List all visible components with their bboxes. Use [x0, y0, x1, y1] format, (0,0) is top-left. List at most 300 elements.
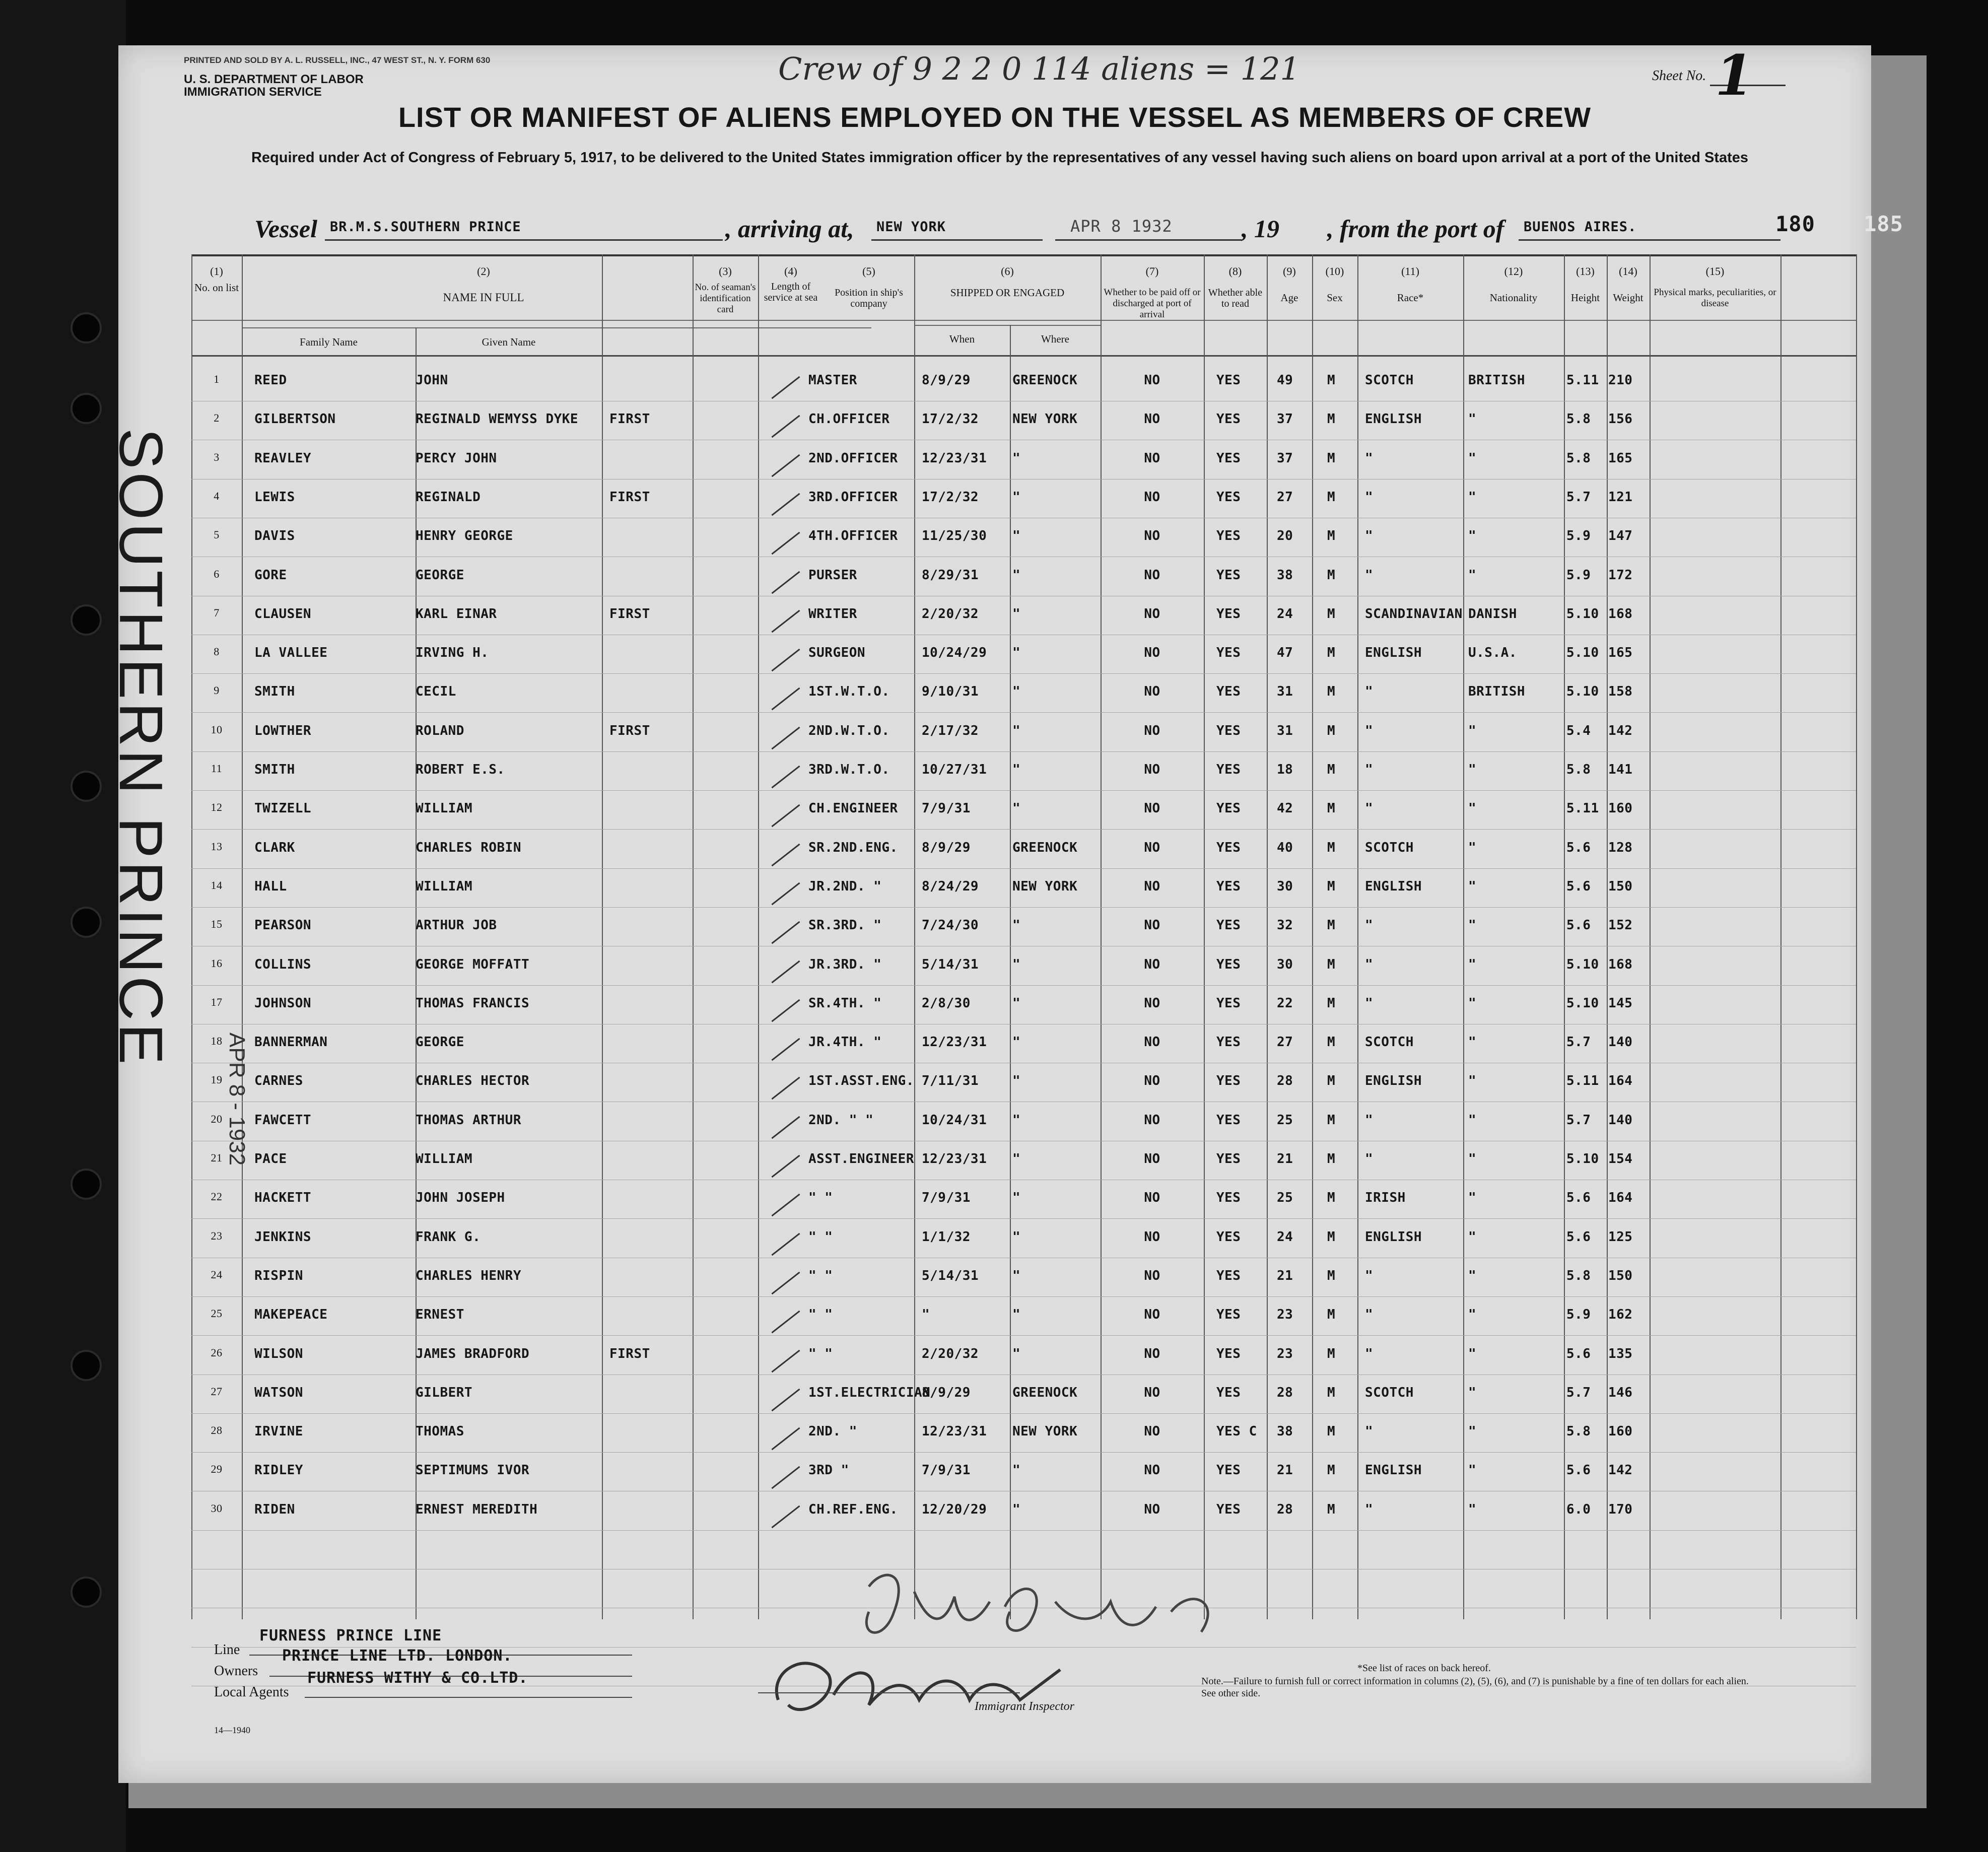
cell-when: 11/25/30 [922, 528, 987, 544]
arriving-label: , arriving at, [725, 215, 854, 243]
cell-sex: M [1327, 723, 1336, 738]
cell-given: ROLAND [416, 723, 464, 738]
cell-when: 2/17/32 [922, 723, 979, 738]
checkmark-tick [771, 1038, 800, 1061]
cell-nationality: " [1468, 567, 1477, 583]
cell-given: REGINALD WEMYSS DYKE [416, 411, 579, 427]
agents-label: Local Agents [214, 1684, 289, 1700]
cell-family: RISPIN [254, 1268, 303, 1283]
cell-nationality: " [1468, 1346, 1477, 1361]
cell-when: 12/23/31 [922, 1035, 987, 1050]
cell-given: GEORGE [416, 1035, 464, 1050]
col5-num: (5) [862, 265, 875, 278]
cell-nationality: " [1468, 762, 1477, 777]
cell-no: 7 [214, 606, 220, 619]
col6-label: SHIPPED OR ENGAGED [950, 287, 1065, 299]
cell-given: KARL EINAR [416, 606, 497, 622]
cell-height: 5.4 [1566, 723, 1591, 738]
cell-height: 5.10 [1566, 684, 1599, 700]
cell-race: " [1365, 1307, 1374, 1323]
row-rule [191, 985, 1856, 986]
checkmark-tick [771, 960, 800, 983]
cell-family: JOHNSON [254, 995, 312, 1011]
checkmark-tick [771, 376, 800, 399]
col8-num: (8) [1228, 265, 1242, 278]
cell-weight: 140 [1608, 1112, 1633, 1128]
cell-nationality: " [1468, 1073, 1477, 1089]
cell-position: 1ST.ASST.ENG. [808, 1073, 914, 1089]
form-code: 14—1940 [214, 1725, 250, 1735]
binder-hole [71, 771, 102, 802]
inspector-underline [758, 1692, 1020, 1693]
col5-header [824, 266, 914, 309]
cell-paid: NO [1144, 373, 1160, 388]
cell-paid: NO [1144, 1346, 1160, 1361]
cell-paid: NO [1144, 956, 1160, 972]
col3-header [693, 266, 758, 315]
cell-age: 31 [1277, 684, 1293, 700]
row-rule [191, 1335, 1856, 1336]
cell-nationality: " [1468, 801, 1477, 816]
cell-weight: 128 [1608, 840, 1633, 855]
cell-sex: M [1327, 1229, 1336, 1245]
cell-position: 2ND. " [808, 1424, 857, 1439]
col-divider [1650, 254, 1651, 1619]
col8-label: Whether able to read [1208, 287, 1263, 309]
col6-where-header: Where [1041, 333, 1069, 345]
col12-num: (12) [1504, 265, 1523, 278]
cell-weight: 146 [1608, 1385, 1633, 1400]
cell-paid: NO [1144, 1112, 1160, 1128]
col13-header [1564, 266, 1607, 303]
cell-height: 5.7 [1566, 1385, 1591, 1400]
col7-num: (7) [1145, 265, 1159, 278]
cell-where: " [1012, 1035, 1021, 1050]
col-divider [1204, 254, 1205, 1619]
cell-paid: NO [1144, 878, 1160, 894]
col4-header [758, 266, 824, 303]
cell-given: HENRY GEORGE [416, 528, 513, 544]
cell-family: TWIZELL [254, 801, 312, 816]
cell-where: NEW YORK [1012, 1424, 1078, 1439]
cell-family: DAVIS [254, 528, 295, 544]
col7-label: Whether to be paid off or discharged at port of arrival [1104, 287, 1201, 320]
cell-weight: 150 [1608, 1268, 1633, 1283]
cell-paid: NO [1144, 567, 1160, 583]
cell-when: 12/20/29 [922, 1501, 987, 1517]
col14-header [1607, 266, 1650, 303]
cell-sex: M [1327, 1268, 1336, 1283]
row-rule [191, 790, 1856, 791]
row-rule [191, 829, 1856, 830]
cell-position: CH.ENGINEER [808, 801, 898, 816]
checkmark-tick [771, 610, 800, 633]
cell-nationality: " [1468, 1463, 1477, 1478]
cell-where: " [1012, 723, 1021, 738]
cell-race: " [1365, 723, 1374, 738]
page-subtitle: Required under Act of Congress of February 5, 1917, to be delivered to the United States immigration officer by the representatives of any vessel having such aliens on board upon arrival at a port of the United States [251, 150, 1749, 166]
cell-no: 26 [211, 1346, 223, 1359]
cell-weight: 160 [1608, 801, 1633, 816]
owners-label: Owners [214, 1663, 258, 1679]
cell-no: 3 [214, 450, 220, 463]
cell-position: CH.OFFICER [808, 411, 890, 427]
cell-position: MASTER [808, 373, 857, 388]
cell-family: WILSON [254, 1346, 303, 1361]
cell-when: 8/9/29 [922, 1385, 971, 1400]
cell-age: 23 [1277, 1346, 1293, 1361]
col2-label: NAME IN FULL [443, 291, 524, 304]
cell-when: 10/24/29 [922, 645, 987, 661]
cell-position: " " [808, 1268, 833, 1283]
cell-height: 5.8 [1566, 1268, 1591, 1283]
cell-family: CLARK [254, 840, 295, 855]
cell-sex: M [1327, 1112, 1336, 1128]
cell-when: 17/2/32 [922, 411, 979, 427]
cell-weight: 121 [1608, 489, 1633, 505]
cell-when: 7/11/31 [922, 1073, 979, 1089]
cell-paid: NO [1144, 528, 1160, 544]
checkmark-tick [771, 1272, 800, 1294]
cell-when: 1/1/32 [922, 1229, 971, 1245]
col-divider [602, 254, 603, 1619]
cell-height: 5.8 [1566, 762, 1591, 777]
cell-paid: NO [1144, 411, 1160, 427]
cell-sex: M [1327, 1424, 1336, 1439]
cell-nationality: " [1468, 411, 1477, 427]
cell-paid: NO [1144, 1073, 1160, 1089]
cell-family: REED [254, 373, 287, 388]
checkmark-tick [771, 1194, 800, 1216]
cell-where: GREENOCK [1012, 1385, 1078, 1400]
cell-nationality: " [1468, 840, 1477, 855]
cell-when: 8/24/29 [922, 878, 979, 894]
cell-paid: NO [1144, 606, 1160, 622]
cell-paid: NO [1144, 840, 1160, 855]
handwritten-crew-count: Crew of 9 2 2 0 114 aliens = 121 [778, 50, 1300, 87]
cell-where: " [1012, 528, 1021, 544]
cell-height: 5.7 [1566, 1035, 1591, 1050]
cell-read: YES [1216, 1190, 1241, 1206]
checkmark-tick [771, 649, 800, 671]
col10-header [1312, 266, 1357, 303]
cell-given: THOMAS [416, 1424, 464, 1439]
cell-weight: 140 [1608, 1035, 1633, 1050]
checkmark-tick [771, 1427, 800, 1450]
cell-given: CHARLES HECTOR [416, 1073, 530, 1089]
cell-paid: NO [1144, 801, 1160, 816]
cell-given: JOHN JOSEPH [416, 1190, 505, 1206]
cell-given: CHARLES HENRY [416, 1268, 521, 1283]
cell-no: 24 [211, 1268, 223, 1281]
cell-sex: M [1327, 606, 1336, 622]
cell-family: CARNES [254, 1073, 303, 1089]
col4-label: Length of service at sea [764, 281, 818, 303]
cell-race: " [1365, 1501, 1374, 1517]
department-name [184, 73, 364, 98]
col13-num: (13) [1576, 265, 1595, 278]
cell-position: CH.REF.ENG. [808, 1501, 898, 1517]
cell-height: 5.10 [1566, 995, 1599, 1011]
cell-age: 25 [1277, 1190, 1293, 1206]
cell-nationality: " [1468, 1385, 1477, 1400]
col9-header [1267, 266, 1312, 303]
checkmark-tick [771, 1466, 800, 1489]
cell-age: 49 [1277, 373, 1293, 388]
cell-race: SCOTCH [1365, 840, 1414, 855]
cell-race: " [1365, 1112, 1374, 1128]
cell-weight: 168 [1608, 956, 1633, 972]
cell-read: YES [1216, 489, 1241, 505]
cell-sex: M [1327, 1307, 1336, 1323]
checkmark-tick [771, 1077, 800, 1100]
cell-age: 22 [1277, 995, 1293, 1011]
cell-when: 12/23/31 [922, 1424, 987, 1439]
cell-weight: 156 [1608, 411, 1633, 427]
cell-paid: NO [1144, 645, 1160, 661]
col6-num: (6) [1001, 265, 1014, 278]
col9-num: (9) [1283, 265, 1296, 278]
cell-no: 17 [211, 995, 223, 1008]
cell-given: FRANK G. [416, 1229, 481, 1245]
col3-label: No. of seaman's identification card [695, 282, 756, 315]
checkmark-tick [771, 1349, 800, 1372]
cell-race: ENGLISH [1365, 1229, 1422, 1245]
cell-no: 22 [211, 1190, 223, 1203]
cell-weight: 145 [1608, 995, 1633, 1011]
cell-nationality: " [1468, 1268, 1477, 1283]
cell-read: YES [1216, 878, 1241, 894]
cell-height: 5.10 [1566, 645, 1599, 661]
cell-height: 5.6 [1566, 1229, 1591, 1245]
col14-label: Weight [1613, 292, 1643, 304]
cell-family: HALL [254, 878, 287, 894]
cell-paid: NO [1144, 1307, 1160, 1323]
cell-no: 2 [214, 411, 220, 425]
col1-num: (1) [210, 265, 223, 278]
date-underline [1055, 239, 1242, 241]
checkmark-tick [771, 1311, 800, 1333]
cell-weight: 147 [1608, 528, 1633, 544]
cell-given: ERNEST [416, 1307, 464, 1323]
cell-nationality: " [1468, 489, 1477, 505]
cell-age: 24 [1277, 1229, 1293, 1245]
cell-when: " [922, 1307, 930, 1323]
cell-where: NEW YORK [1012, 411, 1078, 427]
cell-position: " " [808, 1346, 833, 1361]
cell-sex: M [1327, 918, 1336, 933]
col-divider [1357, 254, 1358, 1619]
cell-race: " [1365, 567, 1374, 583]
cell-where: " [1012, 606, 1021, 622]
cell-sex: M [1327, 1501, 1336, 1517]
cell-family: HACKETT [254, 1190, 312, 1206]
cell-where: " [1012, 450, 1021, 466]
checkmark-tick [771, 1389, 800, 1411]
binder-hole [71, 604, 102, 636]
cell-paid: NO [1144, 918, 1160, 933]
cell-given: WILLIAM [416, 801, 473, 816]
binder-hole [71, 312, 102, 344]
cell-read: YES [1216, 1268, 1241, 1283]
cell-family: RIDEN [254, 1501, 295, 1517]
cell-read: YES [1216, 450, 1241, 466]
cell-given: ERNEST MEREDITH [416, 1501, 538, 1517]
cell-family: LA VALLEE [254, 645, 328, 661]
col2-num: (2) [477, 265, 490, 278]
cell-sex: M [1327, 956, 1336, 972]
cell-read: YES [1216, 606, 1241, 622]
cell-where: " [1012, 1190, 1021, 1206]
cell-no: 10 [211, 723, 223, 736]
col-divider [693, 254, 694, 1619]
cell-read: YES [1216, 801, 1241, 816]
vertical-date-stamp: APR 8 - 1932 [225, 1033, 249, 1166]
cell-race: " [1365, 762, 1374, 777]
cell-age: 28 [1277, 1501, 1293, 1517]
cell-family: SMITH [254, 684, 295, 700]
cell-paid: NO [1144, 1035, 1160, 1050]
cell-race: ENGLISH [1365, 878, 1422, 894]
cell-nationality: " [1468, 1151, 1477, 1167]
cell-weight: 160 [1608, 1424, 1633, 1439]
cell-age: 21 [1277, 1463, 1293, 1478]
cell-given: SEPTIMUMS IVOR [416, 1463, 530, 1478]
cell-race: " [1365, 956, 1374, 972]
row-rule [191, 868, 1856, 869]
cell-sex: M [1327, 1035, 1336, 1050]
cell-no: 18 [211, 1035, 223, 1048]
cell-paid: NO [1144, 1385, 1160, 1400]
cell-where: " [1012, 995, 1021, 1011]
cell-no: 6 [214, 567, 220, 580]
manifest-page [107, 43, 1871, 1783]
cell-where: " [1012, 956, 1021, 972]
cell-read: YES [1216, 1151, 1241, 1167]
cell-race: " [1365, 1424, 1374, 1439]
cell-where: " [1012, 1501, 1021, 1517]
cell-height: 6.0 [1566, 1501, 1591, 1517]
cell-nationality: " [1468, 450, 1477, 466]
cell-given: THOMAS FRANCIS [416, 995, 530, 1011]
cell-race: " [1365, 918, 1374, 933]
cell-card: FIRST [609, 723, 650, 738]
cell-family: IRVINE [254, 1424, 303, 1439]
cell-weight: 164 [1608, 1073, 1633, 1089]
cell-race: " [1365, 489, 1374, 505]
cell-when: 7/24/30 [922, 918, 979, 933]
cell-given: THOMAS ARTHUR [416, 1112, 521, 1128]
cell-sex: M [1327, 373, 1336, 388]
cell-weight: 165 [1608, 645, 1633, 661]
binder-hole [71, 907, 102, 938]
arriving-underline [871, 239, 1043, 241]
cell-no: 13 [211, 840, 223, 853]
cell-family: BANNERMAN [254, 1035, 328, 1050]
cell-sex: M [1327, 878, 1336, 894]
cell-family: FAWCETT [254, 1112, 312, 1128]
col-divider [1780, 254, 1781, 1619]
cell-sex: M [1327, 1073, 1336, 1089]
cell-paid: NO [1144, 489, 1160, 505]
checkmark-tick [771, 726, 800, 749]
row-rule [191, 1452, 1856, 1453]
cell-where: " [1012, 1112, 1021, 1128]
checkmark-tick [771, 415, 800, 438]
cell-race: SCOTCH [1365, 1385, 1414, 1400]
cell-card: FIRST [609, 606, 650, 622]
col15-label: Physical marks, peculiarities, or disease [1654, 287, 1776, 309]
cell-family: COLLINS [254, 956, 312, 972]
col11-num: (11) [1401, 265, 1419, 278]
checkmark-tick [771, 921, 800, 944]
cell-position: 3RD.W.T.O. [808, 762, 890, 777]
cell-age: 42 [1277, 801, 1293, 816]
cell-no: 1 [214, 373, 220, 385]
cell-read: YES [1216, 645, 1241, 661]
cell-sex: M [1327, 645, 1336, 661]
cell-height: 5.6 [1566, 918, 1591, 933]
cell-no: 14 [211, 878, 223, 891]
cell-position: JR.4TH. " [808, 1035, 882, 1050]
cell-weight: 141 [1608, 762, 1633, 777]
col2-header [242, 266, 725, 303]
cell-no: 30 [211, 1501, 223, 1515]
cell-weight: 164 [1608, 1190, 1633, 1206]
cell-given: PERCY JOHN [416, 450, 497, 466]
cell-when: 7/9/31 [922, 1190, 971, 1206]
cell-nationality: BRITISH [1468, 373, 1526, 388]
year-label: , 19 [1242, 215, 1279, 243]
cell-given: CHARLES ROBIN [416, 840, 521, 855]
cell-read: YES [1216, 373, 1241, 388]
cell-given: IRVING H. [416, 645, 489, 661]
cell-weight: 162 [1608, 1307, 1633, 1323]
cell-when: 8/9/29 [922, 373, 971, 388]
arriving-port: NEW YORK [876, 219, 946, 235]
col-divider [1607, 254, 1608, 1619]
shipped-subheader-rule [914, 325, 1101, 326]
cell-nationality: " [1468, 1424, 1477, 1439]
cell-age: 24 [1277, 606, 1293, 622]
cell-paid: NO [1144, 450, 1160, 466]
cell-family: PACE [254, 1151, 287, 1167]
cell-position: SURGEON [808, 645, 866, 661]
cell-when: 2/8/30 [922, 995, 971, 1011]
cell-given: JOHN [416, 373, 448, 388]
cell-height: 5.6 [1566, 1463, 1591, 1478]
cell-read: YES [1216, 1112, 1241, 1128]
cell-no: 8 [214, 645, 220, 658]
cell-where: " [1012, 489, 1021, 505]
from-port: BUENOS AIRES. [1524, 219, 1637, 235]
vessel-label: Vessel [254, 215, 317, 243]
cell-nationality: " [1468, 528, 1477, 544]
cell-weight: 165 [1608, 450, 1633, 466]
cell-nationality: " [1468, 878, 1477, 894]
inspector-signature [758, 1639, 1141, 1740]
cell-no: 12 [211, 801, 223, 814]
cell-position: 2ND.W.T.O. [808, 723, 890, 738]
cell-when: 7/9/31 [922, 801, 971, 816]
cell-when: 9/10/31 [922, 684, 979, 700]
cell-where: " [1012, 645, 1021, 661]
cell-sex: M [1327, 489, 1336, 505]
cell-read: YES [1216, 956, 1241, 972]
col12-header [1463, 266, 1564, 303]
cell-where: GREENOCK [1012, 840, 1078, 855]
cell-no: 16 [211, 956, 223, 970]
